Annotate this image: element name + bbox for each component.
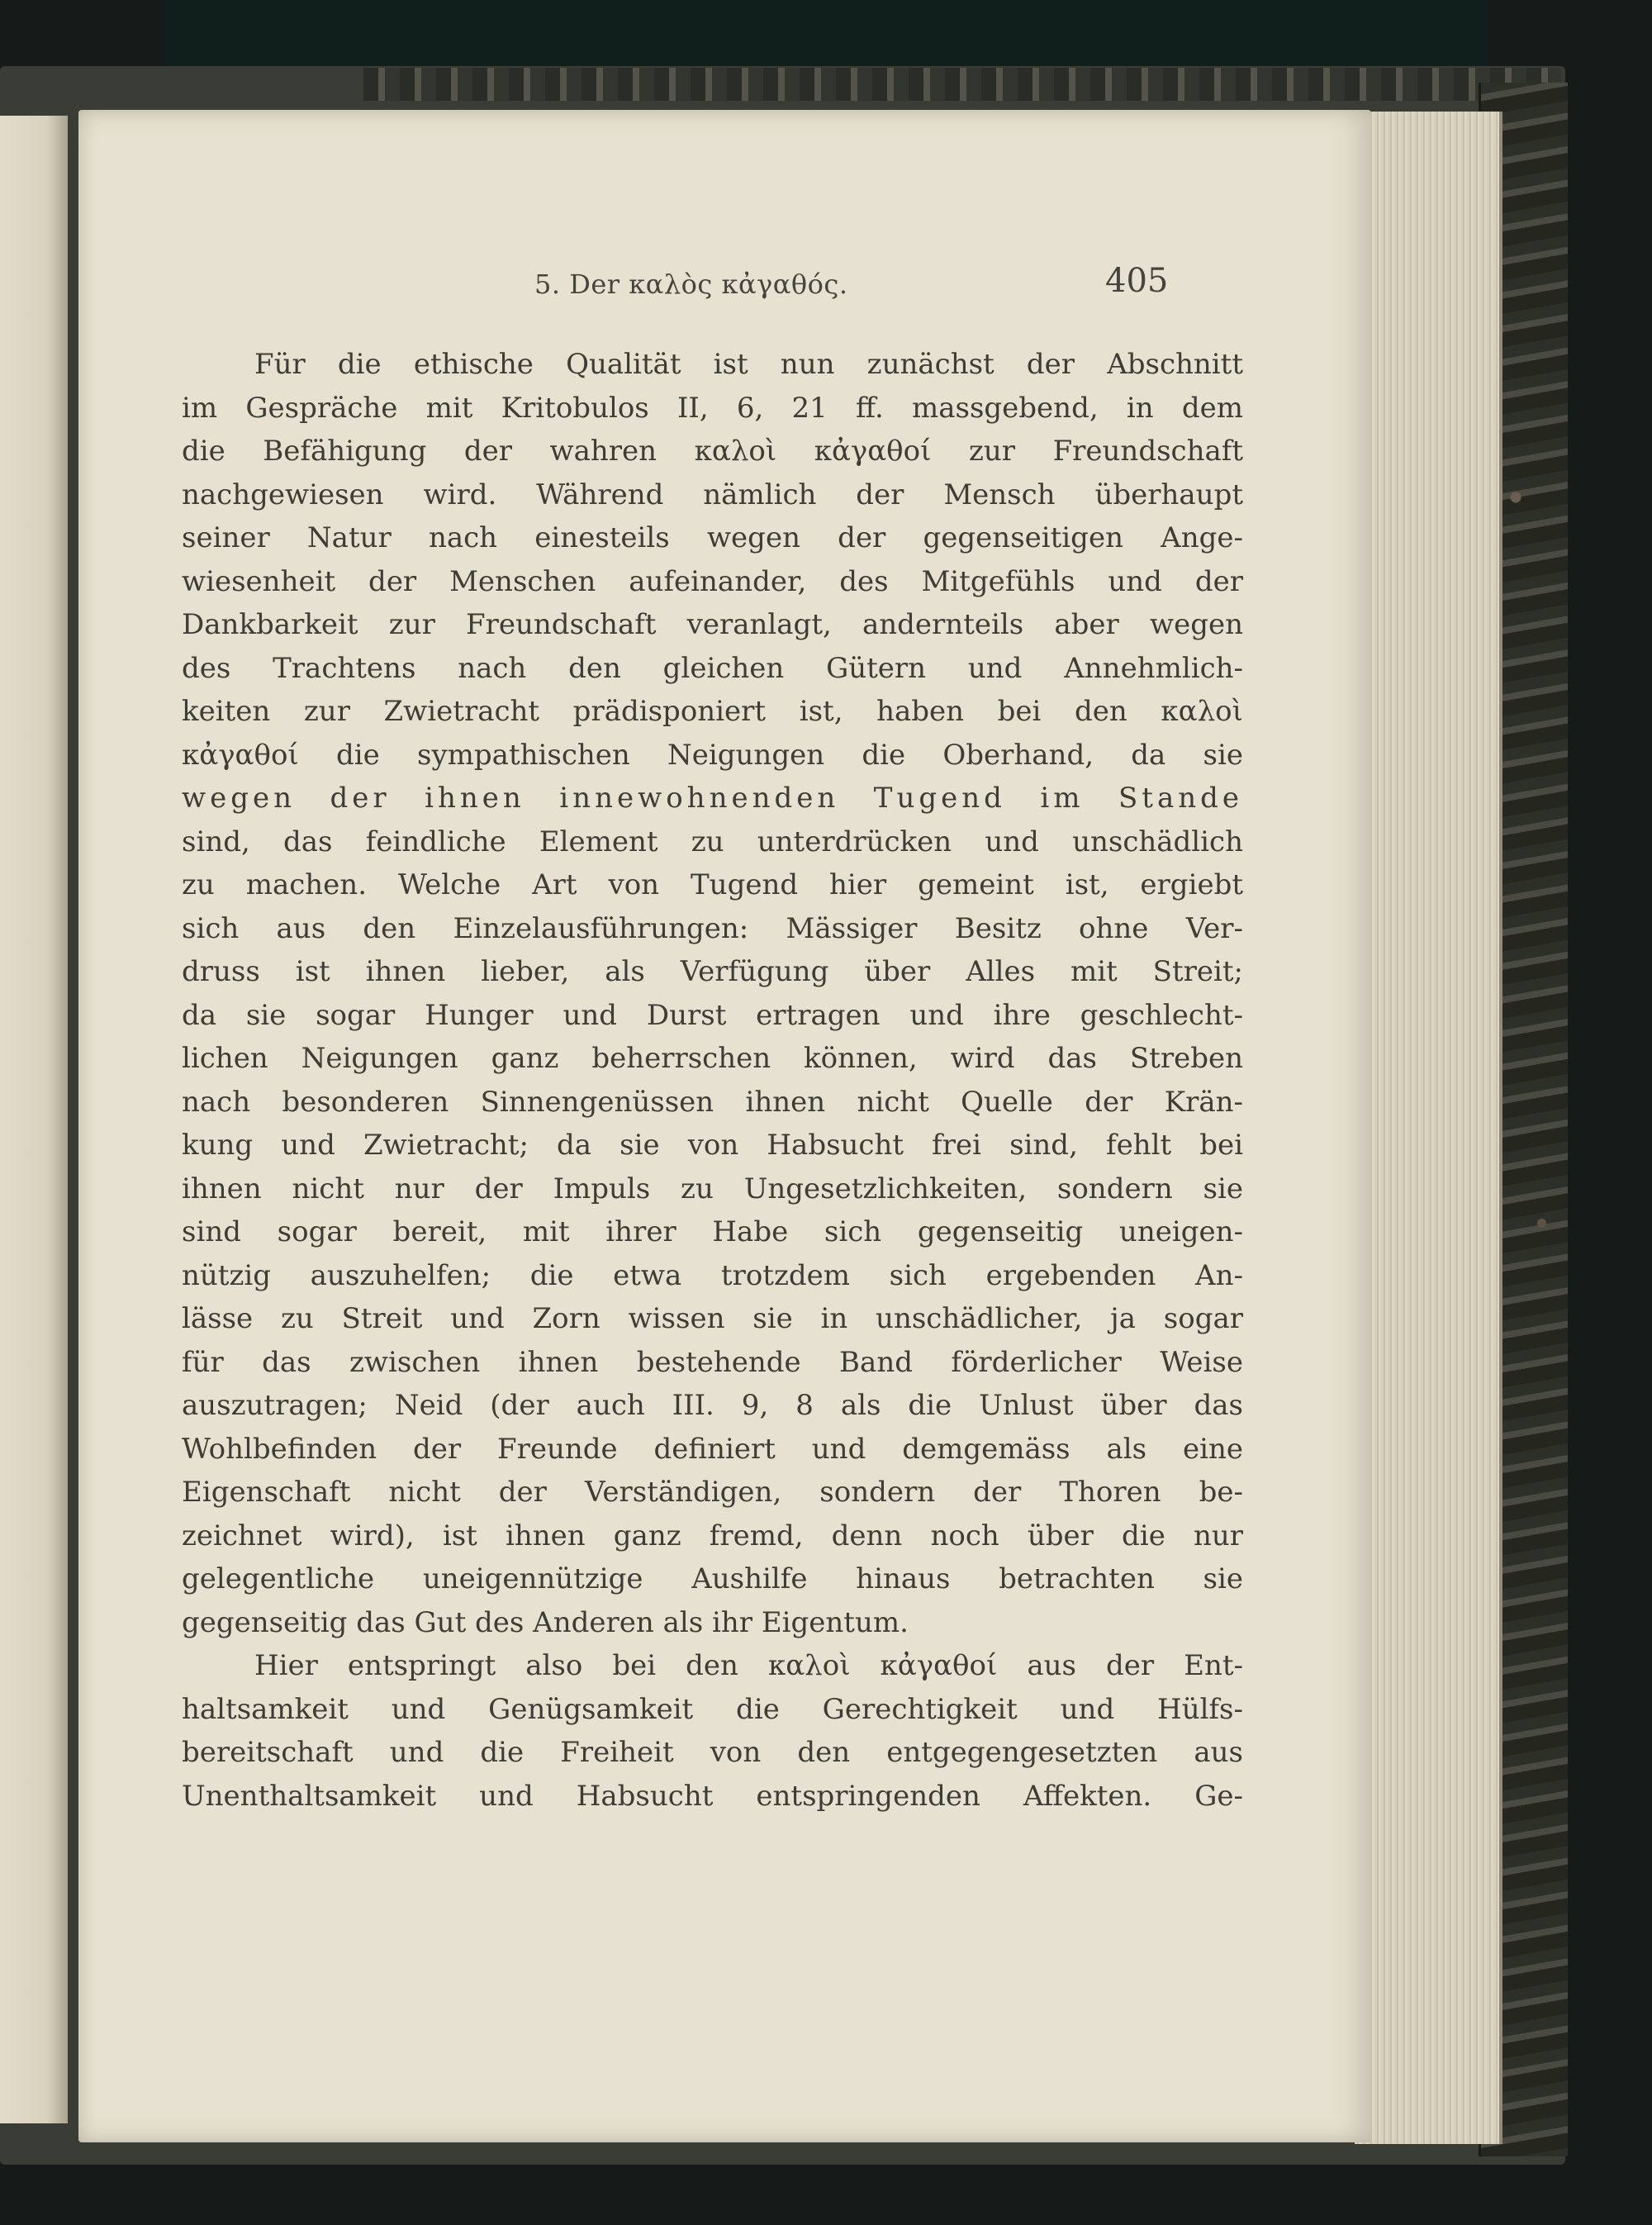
book-page (78, 110, 1371, 2142)
text-line: nach besonderen Sinnengenüssen ihnen nicht Quelle der Krän- (182, 1085, 1243, 1119)
chapter-title: 5. Der καλὸς κἀγαθός. (534, 269, 848, 300)
text-line: lichen Neigungen ganz beherrschen können, wird das Streben (182, 1042, 1243, 1075)
text-line: zu machen. Welche Art von Tugend hier gemeint ist, ergiebt (182, 868, 1243, 901)
text-line: ihnen nicht nur der Impuls zu Ungesetzlichkeiten, sondern sie (182, 1172, 1243, 1205)
text-line: im Gespräche mit Kritobulos II, 6, 21 ff. massgebend, in dem (182, 391, 1243, 425)
text-line: sind, das feindliche Element zu unterdrücken und unschädlich (182, 825, 1243, 858)
text-line: nachgewiesen wird. Während nämlich der Mensch überhaupt (182, 478, 1243, 511)
body-text (182, 343, 1243, 1818)
text-line: auszutragen; Neid (der auch III. 9, 8 als die Unlust über das (182, 1389, 1243, 1422)
text-line: Eigenschaft nicht der Verständigen, sondern der Thoren be- (182, 1476, 1243, 1509)
text-line: kung und Zwietracht; da sie von Habsucht frei sind, fehlt bei (182, 1129, 1243, 1162)
text-line: κἀγαθοί die sympathischen Neigungen die Oberhand, da sie (182, 738, 1243, 772)
text-line: des Trachtens nach den gleichen Gütern und Annehmlich- (182, 651, 1243, 685)
text-line: keiten zur Zwietracht prädisponiert ist, haben bei den καλοὶ (182, 695, 1243, 728)
text-line: für das zwischen ihnen bestehende Band förderlicher Weise (182, 1345, 1243, 1379)
text-line: zeichnet wird), ist ihnen ganz fremd, denn noch über die nur (182, 1519, 1243, 1552)
text-line: Dankbarkeit zur Freundschaft veranlagt, andernteils aber wegen (182, 608, 1243, 641)
text-line: seiner Natur nach einesteils wegen der gegenseitigen Ange- (182, 521, 1243, 554)
text-line: sind sogar bereit, mit ihrer Habe sich gegenseitig uneigen- (182, 1215, 1243, 1248)
page-block-edge (1355, 112, 1502, 2144)
text-line: Wohlbefinden der Freunde definiert und demgemäss als eine (182, 1432, 1243, 1466)
text-line: wiesenheit der Menschen aufeinander, des Mitgefühls und der (182, 564, 1243, 598)
text-line: gegenseitig das Gut des Anderen als ihr Eigentum. (182, 1605, 909, 1639)
text-line: lässe zu Streit und Zorn wissen sie in unschädlicher, ja sogar (182, 1302, 1243, 1335)
text-line: haltsamkeit und Genügsamkeit die Gerechtigkeit und Hülfs- (182, 1692, 1243, 1726)
text-line: bereitschaft und die Freiheit von den entgegengesetzten aus (182, 1736, 1243, 1769)
page-number: 405 (1105, 262, 1169, 300)
text-line: sich aus den Einzelausführungen: Mässiger Besitz ohne Ver- (182, 911, 1243, 945)
text-line: nützig auszuhelfen; die etwa trotzdem sich ergebenden An- (182, 1258, 1243, 1292)
previous-page-edge (0, 116, 68, 2123)
text-line: Für die ethische Qualität ist nun zunächst der Abschnitt (254, 348, 1243, 381)
text-line: Hier entspringt also bei den καλοὶ κἀγαθοί aus der Ent- (254, 1649, 1243, 1682)
text-line: wegen der ihnen innewohnenden Tugend im Stande (182, 782, 1243, 815)
text-line: da sie sogar Hunger und Durst ertragen und ihre geschlecht- (182, 998, 1243, 1032)
text-line: die Befähigung der wahren καλοὶ κἀγαθοί zur Freundschaft (182, 435, 1243, 468)
cover-top-edge (363, 68, 1561, 101)
text-line: druss ist ihnen lieber, als Verfügung über Alles mit Streit; (182, 955, 1243, 988)
text-line: Unenthaltsamkeit und Habsucht entspringenden Affekten. Ge- (182, 1779, 1243, 1813)
text-line: gelegentliche uneigennützige Aushilfe hinaus betrachten sie (182, 1562, 1243, 1595)
